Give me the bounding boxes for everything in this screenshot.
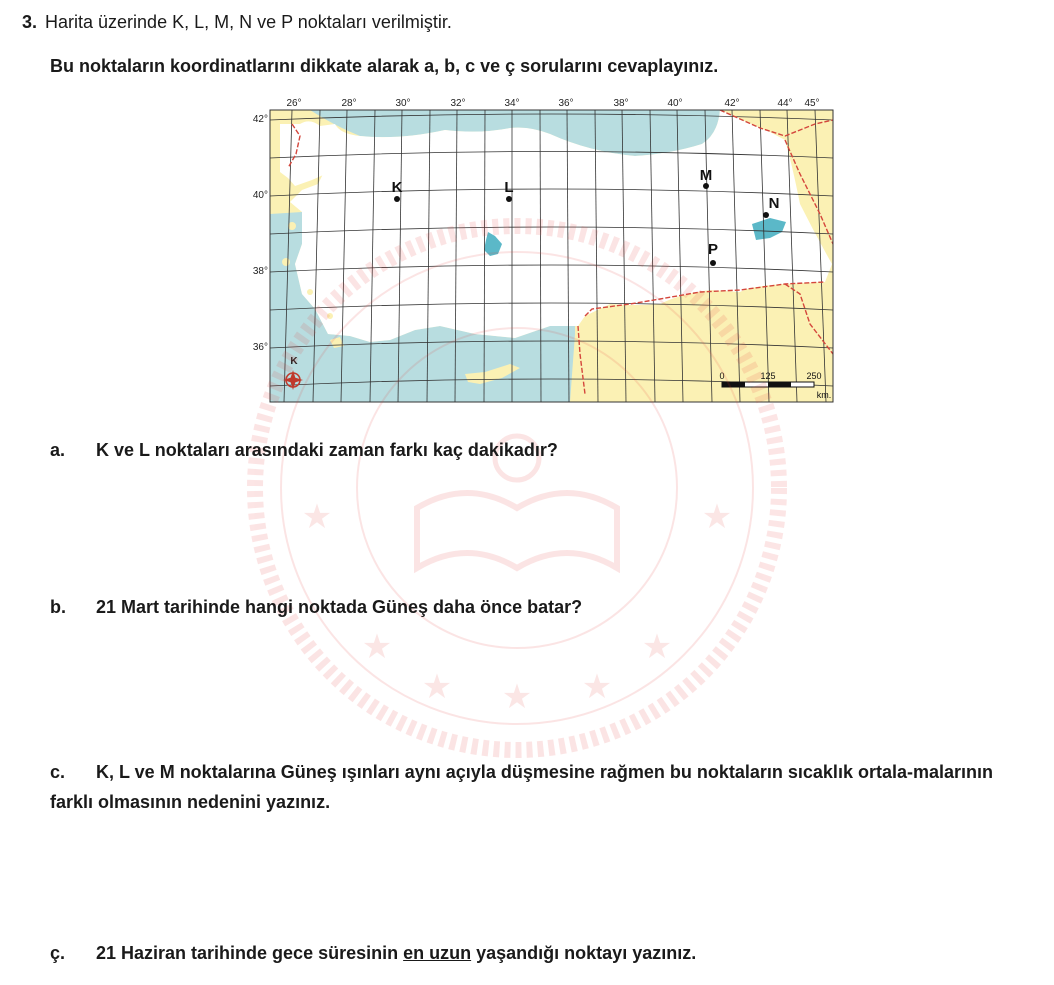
svg-text:★: ★ — [361, 628, 393, 666]
question-instruction: Bu noktaların koordinatlarını dikkate alarak a, b, c ve ç sorularını cevaplayınız. — [50, 56, 719, 76]
point-l-marker — [506, 196, 512, 202]
lat-label: 38° — [252, 266, 268, 277]
part-b — [50, 597, 582, 618]
lat-label: 40° — [252, 190, 268, 201]
point-m-label: M — [699, 167, 713, 184]
part-a-text: K ve L noktaları arasındaki zaman farkı kaç dakikadır? — [96, 440, 558, 460]
part-a-letter: a. — [50, 440, 66, 460]
lat-label: 36° — [252, 342, 268, 353]
part-cc-emphasis: en uzun — [403, 943, 472, 963]
part-cc-letter: ç. — [50, 943, 66, 963]
latitude-labels — [253, 114, 268, 353]
lat-label: 42° — [252, 114, 268, 125]
part-b-letter: b. — [50, 597, 66, 617]
svg-text:★: ★ — [421, 668, 453, 706]
part-cc-text-before: 21 Haziran tarihinde gece süresinin — [96, 943, 399, 963]
lon-label: 34° — [504, 98, 520, 109]
question-intro: Harita üzerinde K, L, M, N ve P noktaları verilmiştir. — [45, 12, 452, 32]
part-cc — [50, 943, 696, 964]
lon-label: 32° — [450, 98, 466, 109]
svg-text:★: ★ — [701, 498, 733, 536]
point-k-marker — [394, 196, 400, 202]
svg-text:★: ★ — [501, 678, 533, 716]
lon-label: 26° — [286, 98, 302, 109]
longitude-labels — [286, 98, 819, 109]
part-cc-text-after: yaşandığı noktayı yazınız. — [476, 943, 697, 963]
scale-label: 0 — [719, 371, 725, 381]
lon-label: 44° — [777, 98, 793, 109]
svg-text:★: ★ — [641, 628, 673, 666]
scale-label: 125 — [760, 371, 776, 381]
point-k-label: K — [391, 179, 403, 196]
lon-label: 40° — [667, 98, 683, 109]
lon-label: 42° — [724, 98, 740, 109]
part-c-letter: c. — [50, 762, 66, 782]
lon-label: 36° — [558, 98, 574, 109]
question-header — [22, 12, 452, 33]
aegean-island — [282, 258, 290, 266]
svg-text:★: ★ — [301, 498, 333, 536]
aegean-island — [307, 289, 313, 295]
aegean-island — [327, 313, 333, 319]
part-c-text: K, L ve M noktalarına Güneş ışınları aynı açıyla düşmesine rağmen bu noktaların sıcaklık ortala-malarının farklı olmasının nedenini yazınız. — [50, 762, 993, 812]
lon-label: 38° — [613, 98, 629, 109]
point-n-label: N — [768, 195, 780, 212]
point-p-label: P — [707, 241, 719, 258]
question-number: 3. — [22, 12, 38, 32]
svg-text:★: ★ — [581, 668, 613, 706]
part-c — [50, 757, 1040, 817]
compass-label: K — [290, 356, 298, 367]
lon-label: 45° — [804, 98, 820, 109]
part-a — [50, 440, 558, 461]
point-p-marker — [710, 260, 716, 266]
turkey-coordinate-map — [240, 94, 840, 408]
scale-label: 250 — [806, 371, 822, 381]
point-n-marker — [763, 212, 769, 218]
part-b-text: 21 Mart tarihinde hangi noktada Güneş daha önce batar? — [96, 597, 583, 617]
lon-label: 30° — [395, 98, 411, 109]
scale-unit: km. — [816, 390, 832, 400]
point-l-label: L — [504, 179, 514, 196]
lon-label: 28° — [341, 98, 357, 109]
